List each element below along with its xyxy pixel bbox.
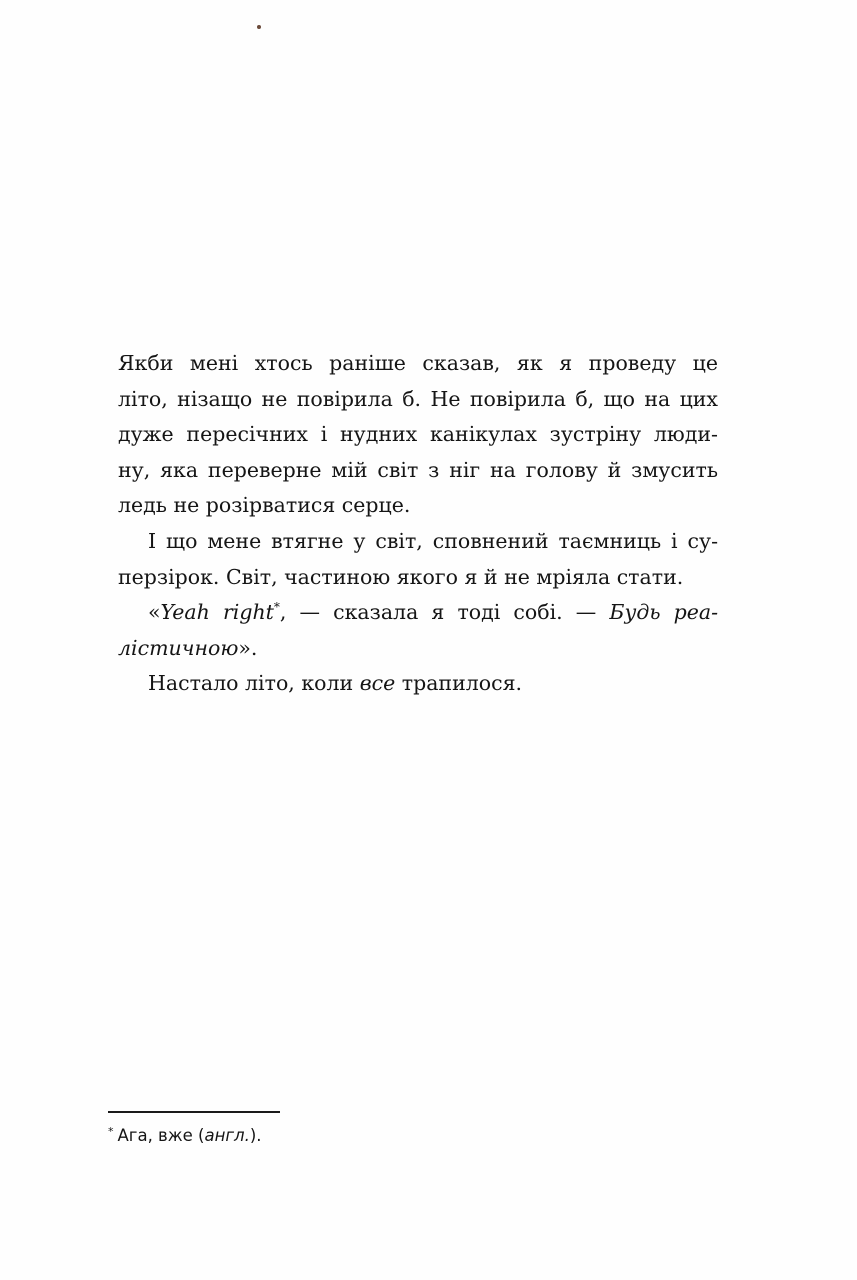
text-line-quote	[118, 595, 718, 631]
text-line: перзірок. Світ, частиною якого я й не мріяла стати.	[118, 564, 684, 589]
footnote-text-before: Ага, вже (	[117, 1126, 205, 1145]
italic-phrase: Будь реа-	[609, 600, 718, 625]
final-text-before: Настало літо, коли	[148, 671, 360, 696]
text-line: ледь не розірватися серце.	[118, 493, 411, 518]
italic-phrase: лістичною	[118, 635, 239, 660]
footnote	[108, 1124, 262, 1148]
footnote-text-after: ).	[249, 1126, 262, 1145]
body-text	[118, 346, 718, 702]
text-line: дуже пересічних і нудних канікулах зустріну люди-	[118, 422, 718, 447]
text-line: літо, нізащо не повірила б. Не повірила б, що на цих	[118, 386, 718, 411]
text-line: І що мене втягне у світ, сповнений таємниць і су-	[148, 528, 718, 553]
footnote-divider	[108, 1111, 280, 1113]
final-text-after: трапилося.	[395, 671, 523, 696]
quote-middle: , — сказала я тоді собі. —	[279, 600, 610, 625]
text-line-quote-end	[118, 631, 718, 667]
italic-word: все	[359, 671, 396, 696]
italic-phrase: Yeah right	[160, 600, 274, 625]
page-speck	[257, 25, 261, 29]
footnote-mark: *	[108, 1124, 114, 1138]
text-line: ну, яка переверне мій світ з ніг на голову й змусить	[118, 457, 718, 482]
footnote-reference: *	[273, 600, 280, 615]
text-line: Якби мені хтось раніше сказав, як я проведу це	[118, 351, 718, 375]
open-quote: «	[148, 600, 161, 625]
text-line-final	[118, 666, 718, 702]
close-quote: ».	[238, 635, 258, 660]
footnote-italic: англ.	[204, 1126, 250, 1145]
